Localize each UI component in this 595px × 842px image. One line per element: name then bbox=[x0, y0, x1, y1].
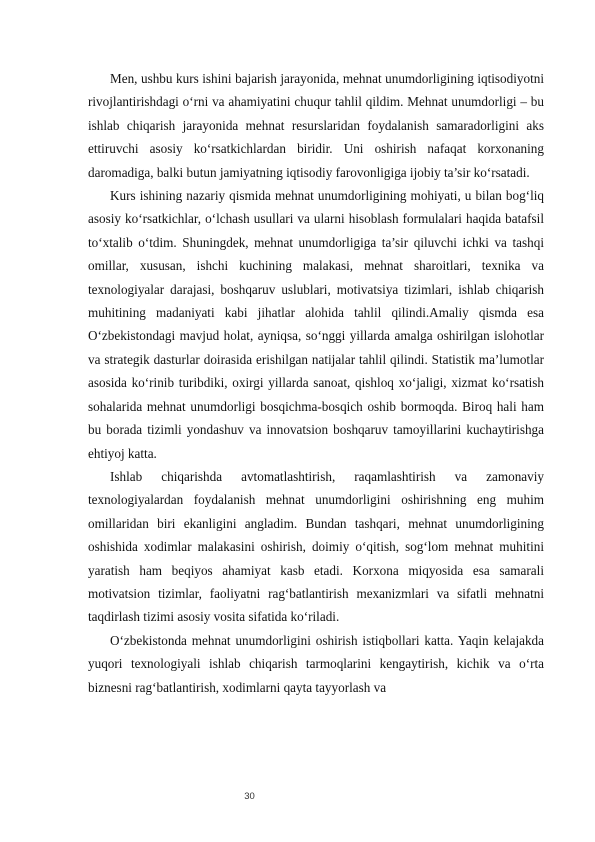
body-text bbox=[88, 67, 544, 699]
paragraph-1: Men, ushbu kurs ishini bajarish jarayonida, mehnat unumdorligining iqtisodiyotni rivojlantirishdagi o‘rni va ahamiyatini chuqur tahlil qildim. Mehnat unumdorligi – bu ishlab chiqarish jarayonida mehnat resurslaridan foydalanish samaradorligini aks ettiruvchi asosiy ko‘rsatkichlardan biridir. Uni oshirish nafaqat korxonaning daromadiga, balki butun jamiyatning iqtisodiy farovonligiga ijobiy ta’sir ko‘rsatadi. bbox=[88, 71, 544, 180]
paragraph-4: O‘zbekistonda mehnat unumdorligini oshirish istiqbollari katta. Yaqin kelajakda yuqori texnologiyali ishlab chiqarish tarmoqlarini kengaytirish, kichik va o‘rta biznesni rag‘batlantirish, xodimlarni qayta tayyorlash va bbox=[88, 632, 544, 695]
paragraph-3: Ishlab chiqarishda avtomatlashtirish, raqamlashtirish va zamonaviy texnologiyalardan foydalanish mehnat unumdorligini oshirishning eng muhim omillaridan biri ekanligini angladim. Bundan tashqari, mehnat unumdorligining oshishida xodimlar malakasini oshirish, doimiy o‘qitish, sog‘lom mehnat muhitini yaratish ham beqiyos ahamiyat kasb etadi. Korxona miqyosida esa samarali motivatsion tizimlar, faoliyatni rag‘batlantirish mexanizmlari va sifatli mehnatni taqdirlash tizimi asosiy vosita sifatida ko‘riladi. bbox=[88, 468, 544, 625]
page-number: 30 bbox=[244, 791, 255, 802]
paragraph-2: Kurs ishining nazariy qismida mehnat unumdorligining mohiyati, u bilan bog‘liq asosiy ko‘rsatkichlar, o‘lchash usullari va ularni hisoblash formulalari haqida batafsil to‘xtalib o‘tdim. Shuningdek, mehnat unumdorligiga ta’sir qiluvchi ichki va tashqi omillar, xususan, ishchi kuchining malakasi, mehnat sharoitlari, texnika va texnologiyalar darajasi, boshqaruv uslublari, motivatsiya tizimlari, ishlab chiqarish muhitining madaniyati kabi jihatlar alohida tahlil qilindi.Amaliy qismda esa O‘zbekistondagi mavjud holat, ayniqsa, so‘nggi yillarda amalga oshirilgan islohotlar va strategik dasturlar doirasida erishilgan natijalar tahlil qilindi. Statistik ma’lumotlar asosida ko‘rinib turibdiki, oxirgi yillarda sanoat, qishloq xo‘jaligi, xizmat ko‘rsatish sohalarida mehnat unumdorligi bosqichma-bosqich oshib bormoqda. Biroq hali ham bu borada tizimli yondashuv va innovatsion boshqaruv tamoyillarini kuchaytirishga ehtiyoj katta. bbox=[88, 188, 544, 461]
page-number-footer bbox=[0, 791, 595, 802]
